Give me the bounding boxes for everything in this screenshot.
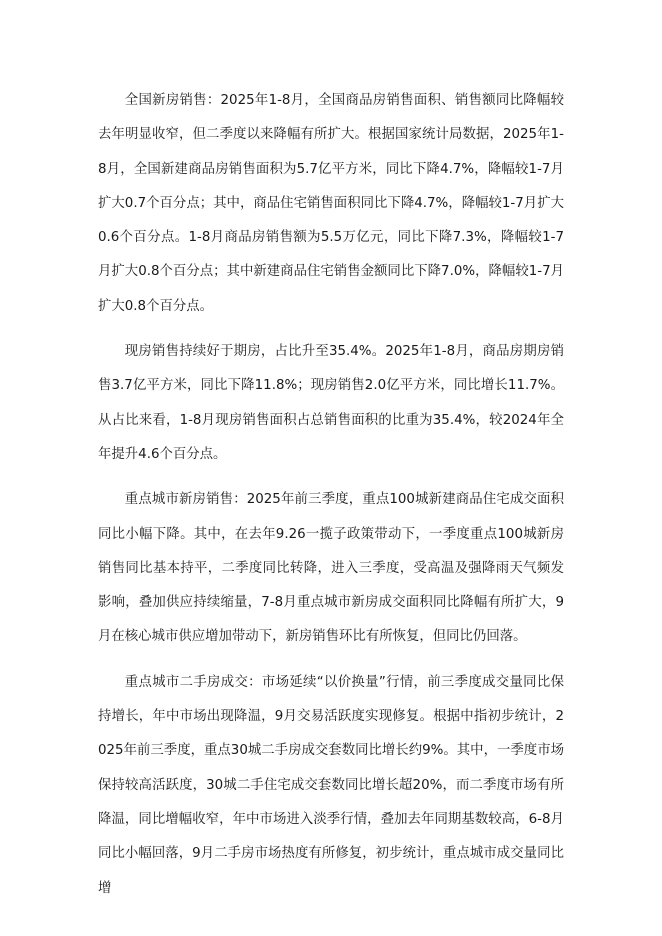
paragraph-key-city-new-home-sales: 重点城市新房销售：2025年前三季度，重点100城新建商品住宅成交面积同比小幅下降。其中，在去年9.26一揽子政策带动下，一季度重点100城新房销售同比基本持平，二季度同比转降，进入三季度，受高温及强降雨天气频发影响，叠加供应持续缩量，7-8月重点城市新房成交面积同比降幅有所扩大，9月在核心城市供应增加带动下，新房销售环比有所恢复，但同比仍回落。 xyxy=(98,492,564,645)
paragraph-key-city-resale-transactions: 重点城市二手房成交：市场延续“以价换量”行情，前三季度成交量同比保持增长，年中市场出现降温，9月交易活跃度实现修复。根据中指初步统计，2025年前三季度，重点30城二手房成交套数同比增长约9%。其中，一季度市场保持较高活跃度，30城二手住宅成交套数同比增长超20%，而二季度市场有所降温，同比增幅收窄，年中市场进入淡季行情，叠加去年同期基数较高，6-8月同比小幅回落，9月二手房市场热度有所修复，初步统计，重点城市成交量同比增 xyxy=(98,674,564,896)
paragraph-completed-home-sales: 现房销售持续好于期房，占比升至35.4%。2025年1-8月，商品房期房销售3.7亿平方米，同比下降11.8%；现房销售2.0亿平方米，同比增长11.7%。从占比来看，1-8月现房销售面积占总销售面积的比重为35.4%，较2024年全年提升4.6个百分点。 xyxy=(98,344,564,462)
paragraph-national-new-home-sales: 全国新房销售：2025年1-8月，全国商品房销售面积、销售额同比降幅较去年明显收窄，但二季度以来降幅有所扩大。根据国家统计局数据，2025年1-8月，全国新建商品房销售面积为5.7亿平方米，同比下降4.7%，降幅较1-7月扩大0.7个百分点；其中，商品住宅销售面积同比下降4.7%，降幅较1-7月扩大0.6个百分点。1-8月商品房销售额为5.5万亿元，同比下降7.3%，降幅较1-7月扩大0.8个百分点；其中新建商品住宅销售金额同比下降7.0%，降幅较1-7月扩大0.8个百分点。 xyxy=(98,93,564,314)
document-body xyxy=(98,84,564,917)
